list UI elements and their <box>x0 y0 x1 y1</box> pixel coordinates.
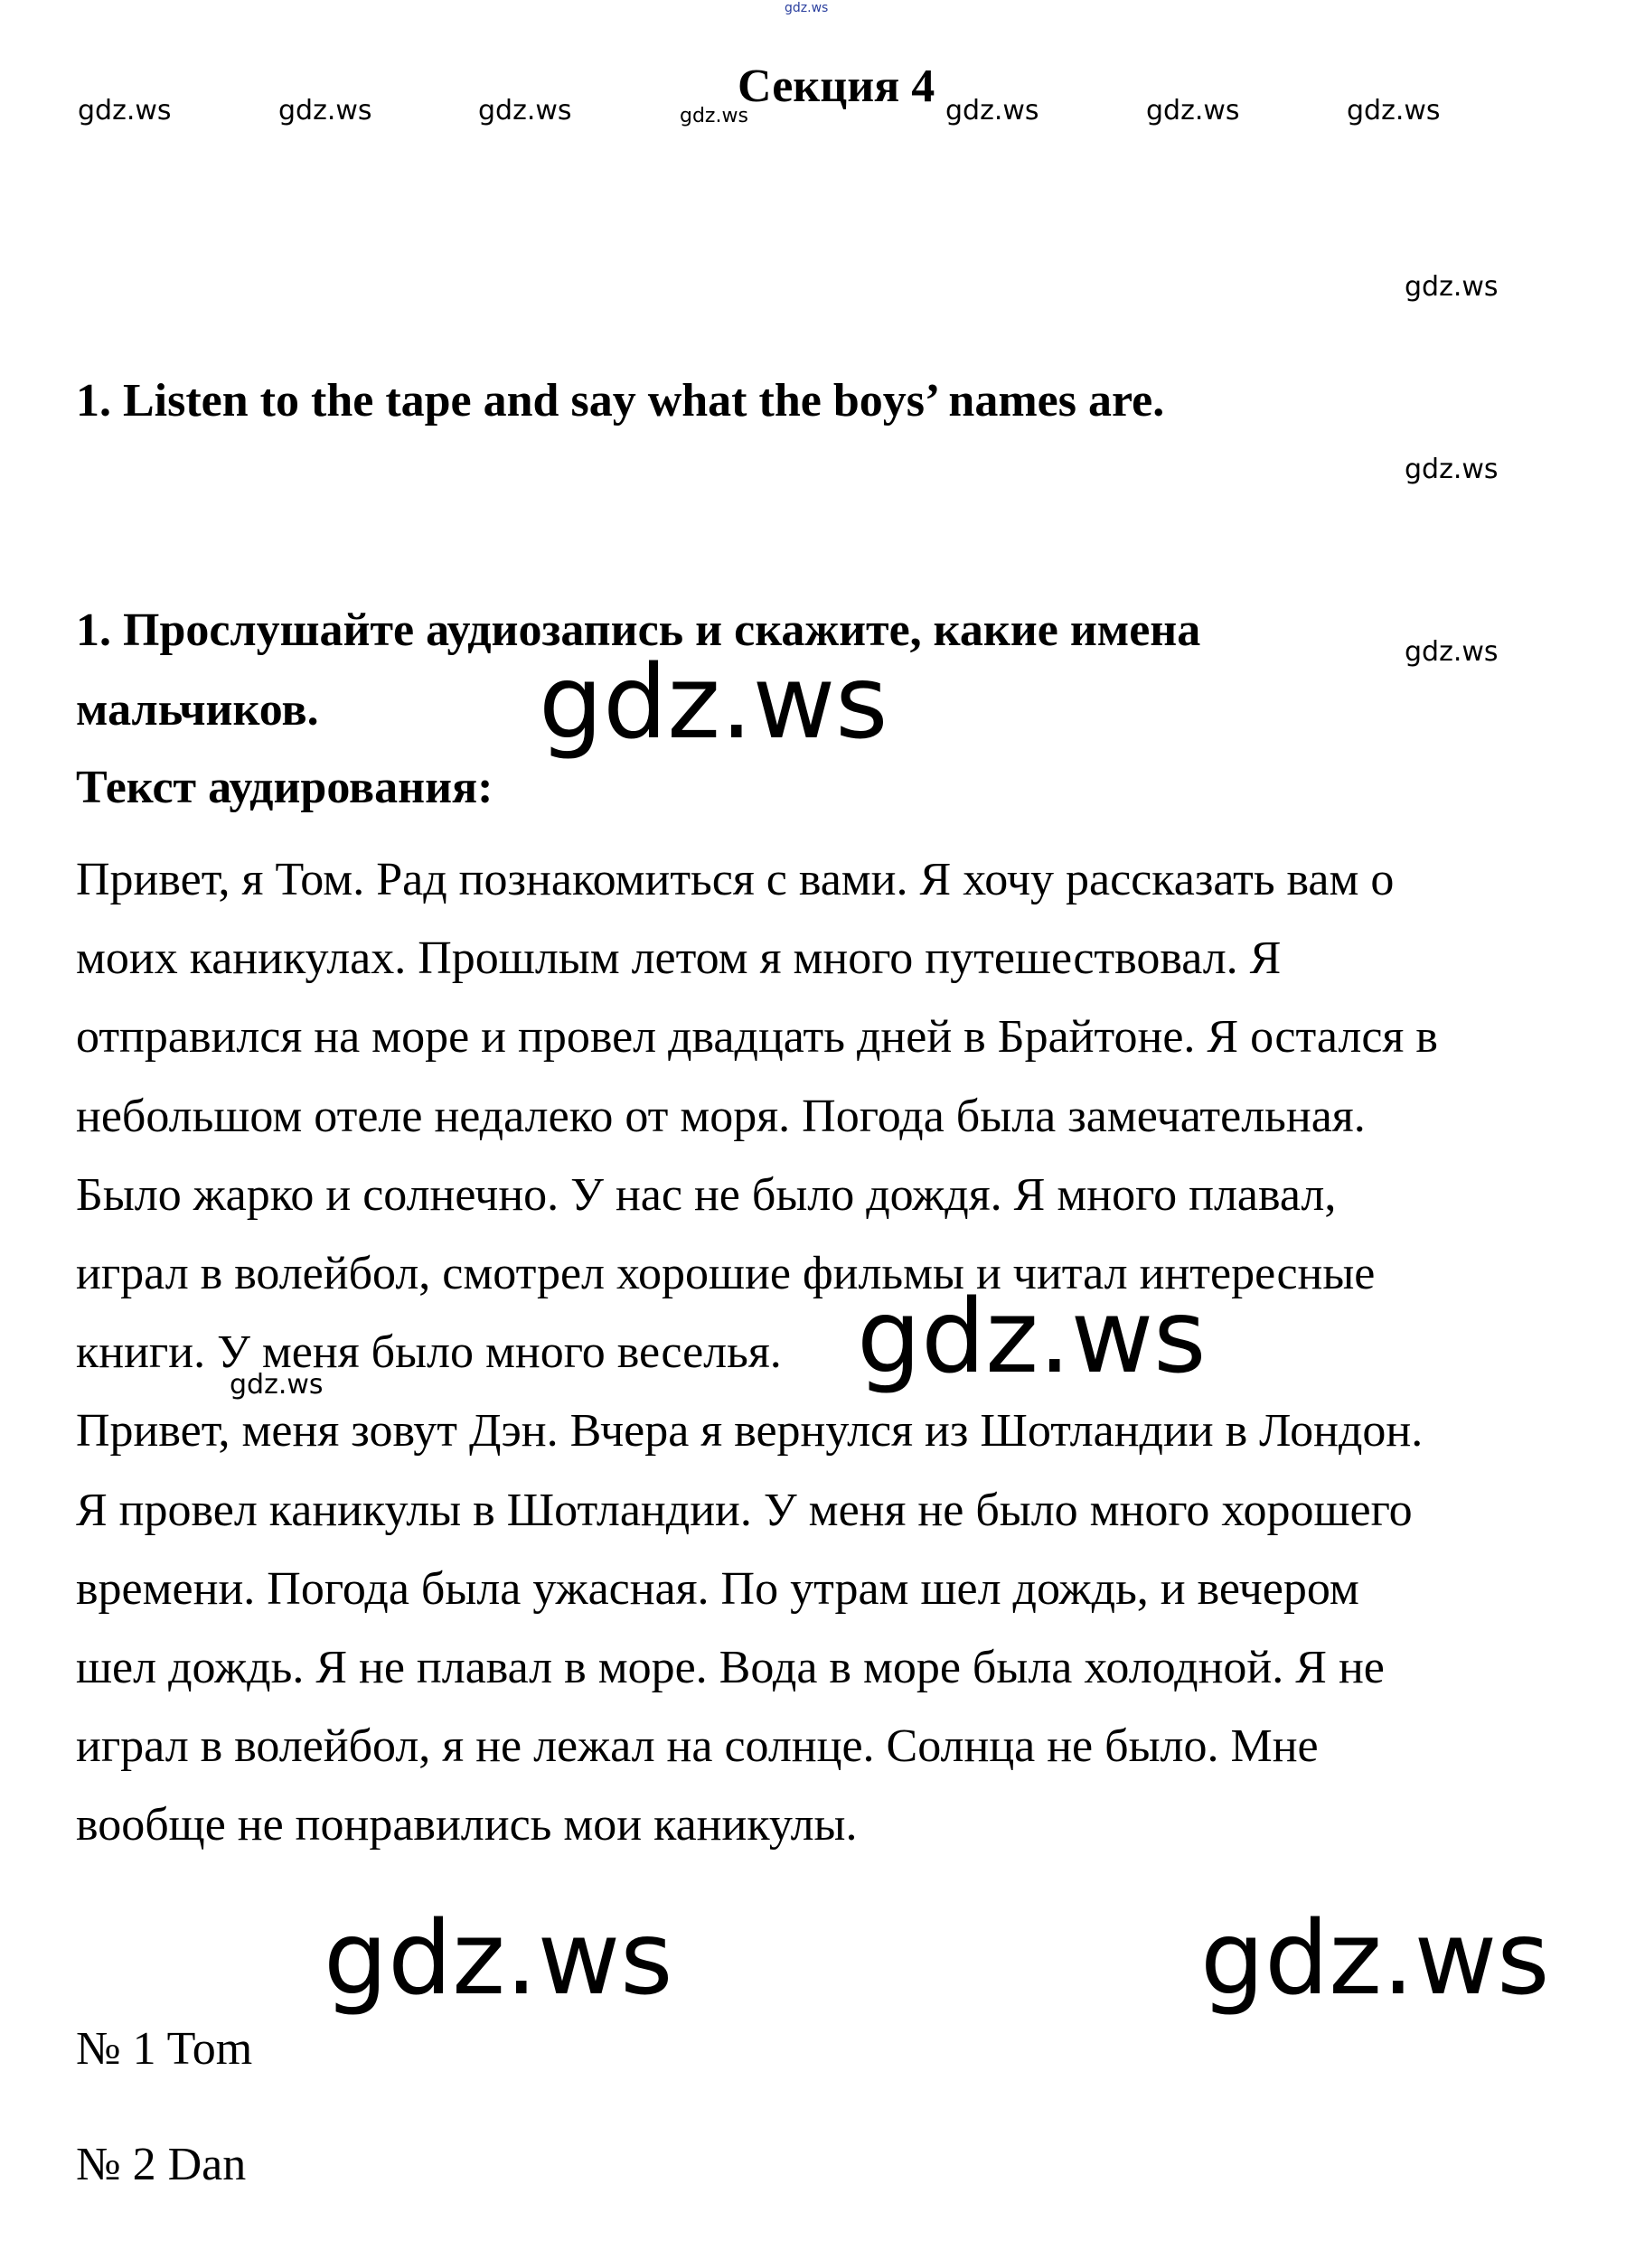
watermark-large: gdz.ws <box>857 1279 1207 1396</box>
transcript-line: моих каникулах. Прошлым летом я много путешествовал. Я <box>76 933 1282 985</box>
task-heading-russian-line1: 1. Прослушайте аудиозапись и скажите, какие имена <box>76 604 1201 656</box>
watermark-small: gdz.ws <box>1405 454 1499 485</box>
watermark-large: gdz.ws <box>1200 1900 1550 2018</box>
transcript-line: играл в волейбол, смотрел хорошие фильмы и читал интересные <box>76 1247 1376 1299</box>
watermark-small: gdz.ws <box>78 95 172 127</box>
watermark-large: gdz.ws <box>539 644 888 762</box>
watermark-small: gdz.ws <box>945 95 1039 127</box>
transcript-text <box>76 840 1612 1864</box>
transcript-line: небольшом отеле недалеко от моря. Погода была замечательная. <box>76 1090 1366 1142</box>
answer-2: № 2 Dan <box>76 2139 247 2190</box>
transcript-line: Привет, меня зовут Дэн. Вчера я вернулся из Шотландии в Лондон. <box>76 1405 1424 1457</box>
watermark-small: gdz.ws <box>1146 95 1240 127</box>
task-heading-russian-line2: мальчиков. <box>76 684 319 736</box>
transcript-line: Я провел каникулы в Шотландии. У меня не было много хорошего <box>76 1484 1413 1536</box>
transcript-line: книги. У меня было много веселья. <box>76 1326 782 1379</box>
transcript-line: шел дождь. Я не плавал в море. Вода в море была холодной. Я не <box>76 1641 1385 1693</box>
transcript-line: Привет, я Том. Рад познакомиться с вами. Я хочу рассказать вам о <box>76 854 1395 905</box>
transcript-line: Было жарко и солнечно. У нас не было дождя. Я много плавал, <box>76 1168 1337 1221</box>
watermark-small: gdz.ws <box>278 95 372 127</box>
transcript-heading: Текст аудирования: <box>76 762 493 813</box>
watermark-small: gdz.ws <box>478 95 572 127</box>
task-heading-english: 1. Listen to the tape and say what the boys’ names are. <box>76 375 1165 426</box>
watermark-small: gdz.ws <box>1405 271 1499 303</box>
watermark-small: gdz.ws <box>680 105 748 127</box>
transcript-line: отправился на море и провел двадцать дней в Брайтоне. Я остался в <box>76 1011 1438 1064</box>
transcript-line: вообще не понравились мои каникулы. <box>76 1799 858 1851</box>
watermark-large: gdz.ws <box>324 1900 673 2018</box>
watermark-small: gdz.ws <box>1405 636 1499 668</box>
page-title: Секция 4 <box>738 61 935 112</box>
watermark-small: gdz.ws <box>230 1369 324 1401</box>
answer-1: № 1 Tom <box>76 2023 253 2075</box>
watermark-small: gdz.ws <box>1347 95 1441 127</box>
watermark-tiny-top: gdz.ws <box>785 1 829 15</box>
transcript-line: времени. Погода была ужасная. По утрам шел дождь, и вечером <box>76 1562 1359 1615</box>
transcript-line: играл в волейбол, я не лежал на солнце. Солнца не было. Мне <box>76 1720 1319 1773</box>
